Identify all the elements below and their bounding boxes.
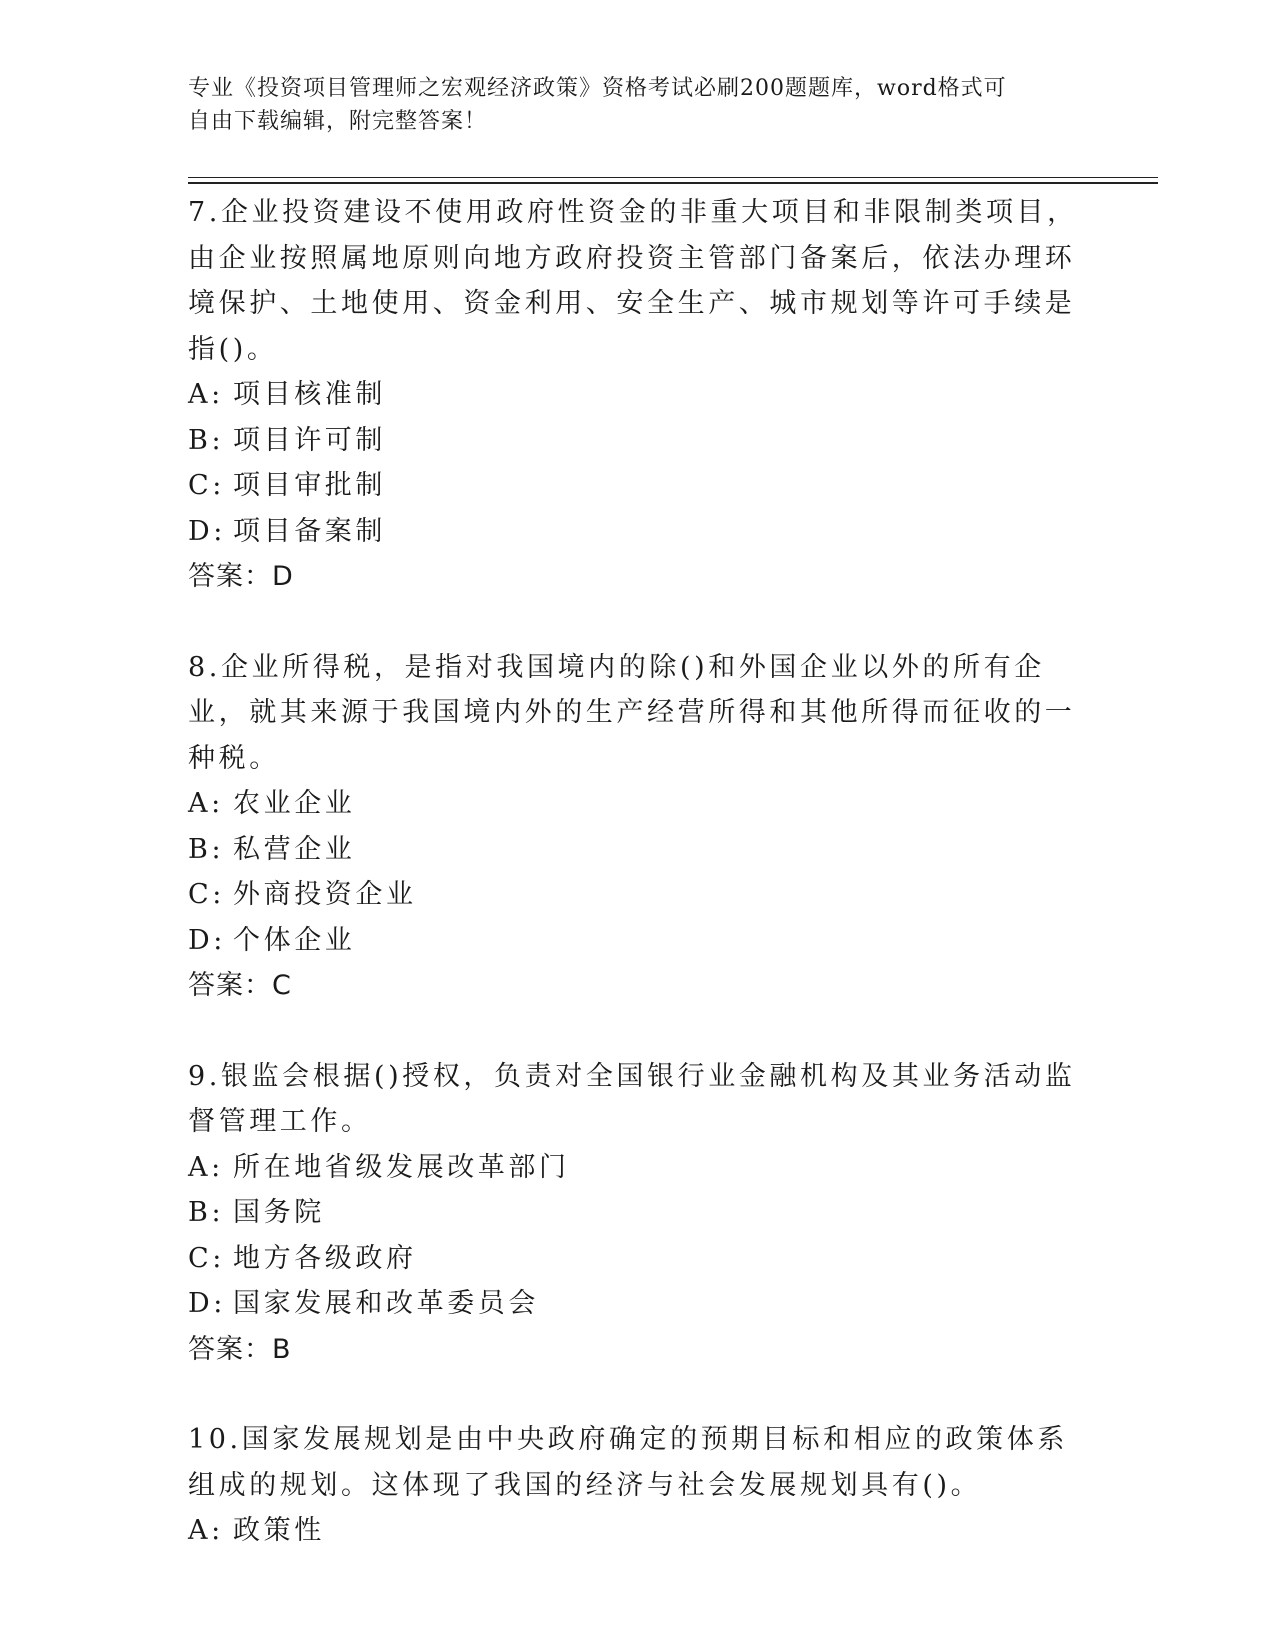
option-letter: B: bbox=[188, 833, 225, 865]
option-text: 所在地省级发展改革部门 bbox=[233, 1151, 570, 1183]
option-text: 项目审批制 bbox=[233, 470, 386, 501]
option-b bbox=[188, 1190, 1088, 1236]
option-letter: B: bbox=[188, 1197, 225, 1228]
option-letter: C: bbox=[188, 1242, 225, 1274]
option-a bbox=[188, 1508, 1088, 1554]
option-a bbox=[188, 781, 1088, 827]
page-header bbox=[188, 72, 1068, 138]
option-b bbox=[188, 418, 1088, 464]
option-letter: A: bbox=[188, 1151, 224, 1183]
option-text: 农业企业 bbox=[233, 788, 356, 819]
option-text: 政策性 bbox=[233, 1515, 325, 1546]
option-text: 私营企业 bbox=[233, 833, 356, 865]
question-stem: 10.国家发展规划是由中央政府确定的预期目标和相应的政策体系组成的规划。这体现了我国的经济与社会发展规划具有()。 bbox=[188, 1424, 1068, 1501]
question-stem: 9.银监会根据()授权，负责对全国银行业金融机构及其业务活动监督管理工作。 bbox=[188, 1060, 1076, 1137]
option-a bbox=[188, 372, 1088, 418]
option-letter: A: bbox=[188, 1515, 224, 1546]
option-letter: C: bbox=[188, 470, 225, 501]
option-letter: A: bbox=[188, 379, 224, 410]
option-text: 地方各级政府 bbox=[233, 1242, 417, 1274]
option-text: 项目备案制 bbox=[233, 515, 386, 547]
option-text: 国务院 bbox=[233, 1197, 325, 1228]
option-c bbox=[188, 463, 1088, 509]
question-stem: 7.企业投资建设不使用政府性资金的非重大项目和非限制类项目，由企业按照属地原则向地方政府投资主管部门备案后，依法办理环境保护、土地使用、资金利用、安全生产、城市规划等许可手续是指()。 bbox=[188, 197, 1078, 365]
header-line-1: 专业《投资项目管理师之宏观经济政策》资格考试必刷200题题库，word格式可 bbox=[188, 76, 1007, 101]
question-9 bbox=[188, 1054, 1088, 1373]
option-text: 个体企业 bbox=[233, 924, 356, 956]
option-c bbox=[188, 1236, 1088, 1282]
question-10 bbox=[188, 1417, 1088, 1554]
option-text: 项目核准制 bbox=[233, 379, 386, 410]
option-b bbox=[188, 827, 1088, 873]
answer-line: 答案：B bbox=[188, 1333, 292, 1365]
option-text: 国家发展和改革委员会 bbox=[233, 1288, 539, 1319]
option-a bbox=[188, 1145, 1088, 1191]
option-letter: D: bbox=[188, 1288, 226, 1319]
option-d bbox=[188, 1281, 1088, 1327]
question-list bbox=[188, 190, 1088, 1599]
option-c bbox=[188, 872, 1088, 918]
answer-line: 答案：D bbox=[188, 561, 294, 592]
header-line-2: 自由下载编辑，附完整答案！ bbox=[188, 109, 488, 134]
question-8 bbox=[188, 645, 1088, 1009]
question-7 bbox=[188, 190, 1088, 600]
option-letter: B: bbox=[188, 424, 225, 456]
option-d bbox=[188, 509, 1088, 555]
option-text: 外商投资企业 bbox=[233, 879, 417, 910]
question-stem: 8.企业所得税，是指对我国境内的除()和外国企业以外的所有企业，就其来源于我国境内外的生产经营所得和其他所得而征收的一种税。 bbox=[188, 651, 1076, 774]
answer-line: 答案：C bbox=[188, 970, 292, 1001]
option-d bbox=[188, 918, 1088, 964]
option-letter: C: bbox=[188, 879, 225, 910]
option-letter: A: bbox=[188, 788, 224, 819]
option-text: 项目许可制 bbox=[233, 424, 386, 456]
option-letter: D: bbox=[188, 924, 226, 956]
header-rule-thin bbox=[188, 177, 1158, 178]
header-rule-thick bbox=[188, 182, 1158, 184]
option-letter: D: bbox=[188, 515, 226, 547]
